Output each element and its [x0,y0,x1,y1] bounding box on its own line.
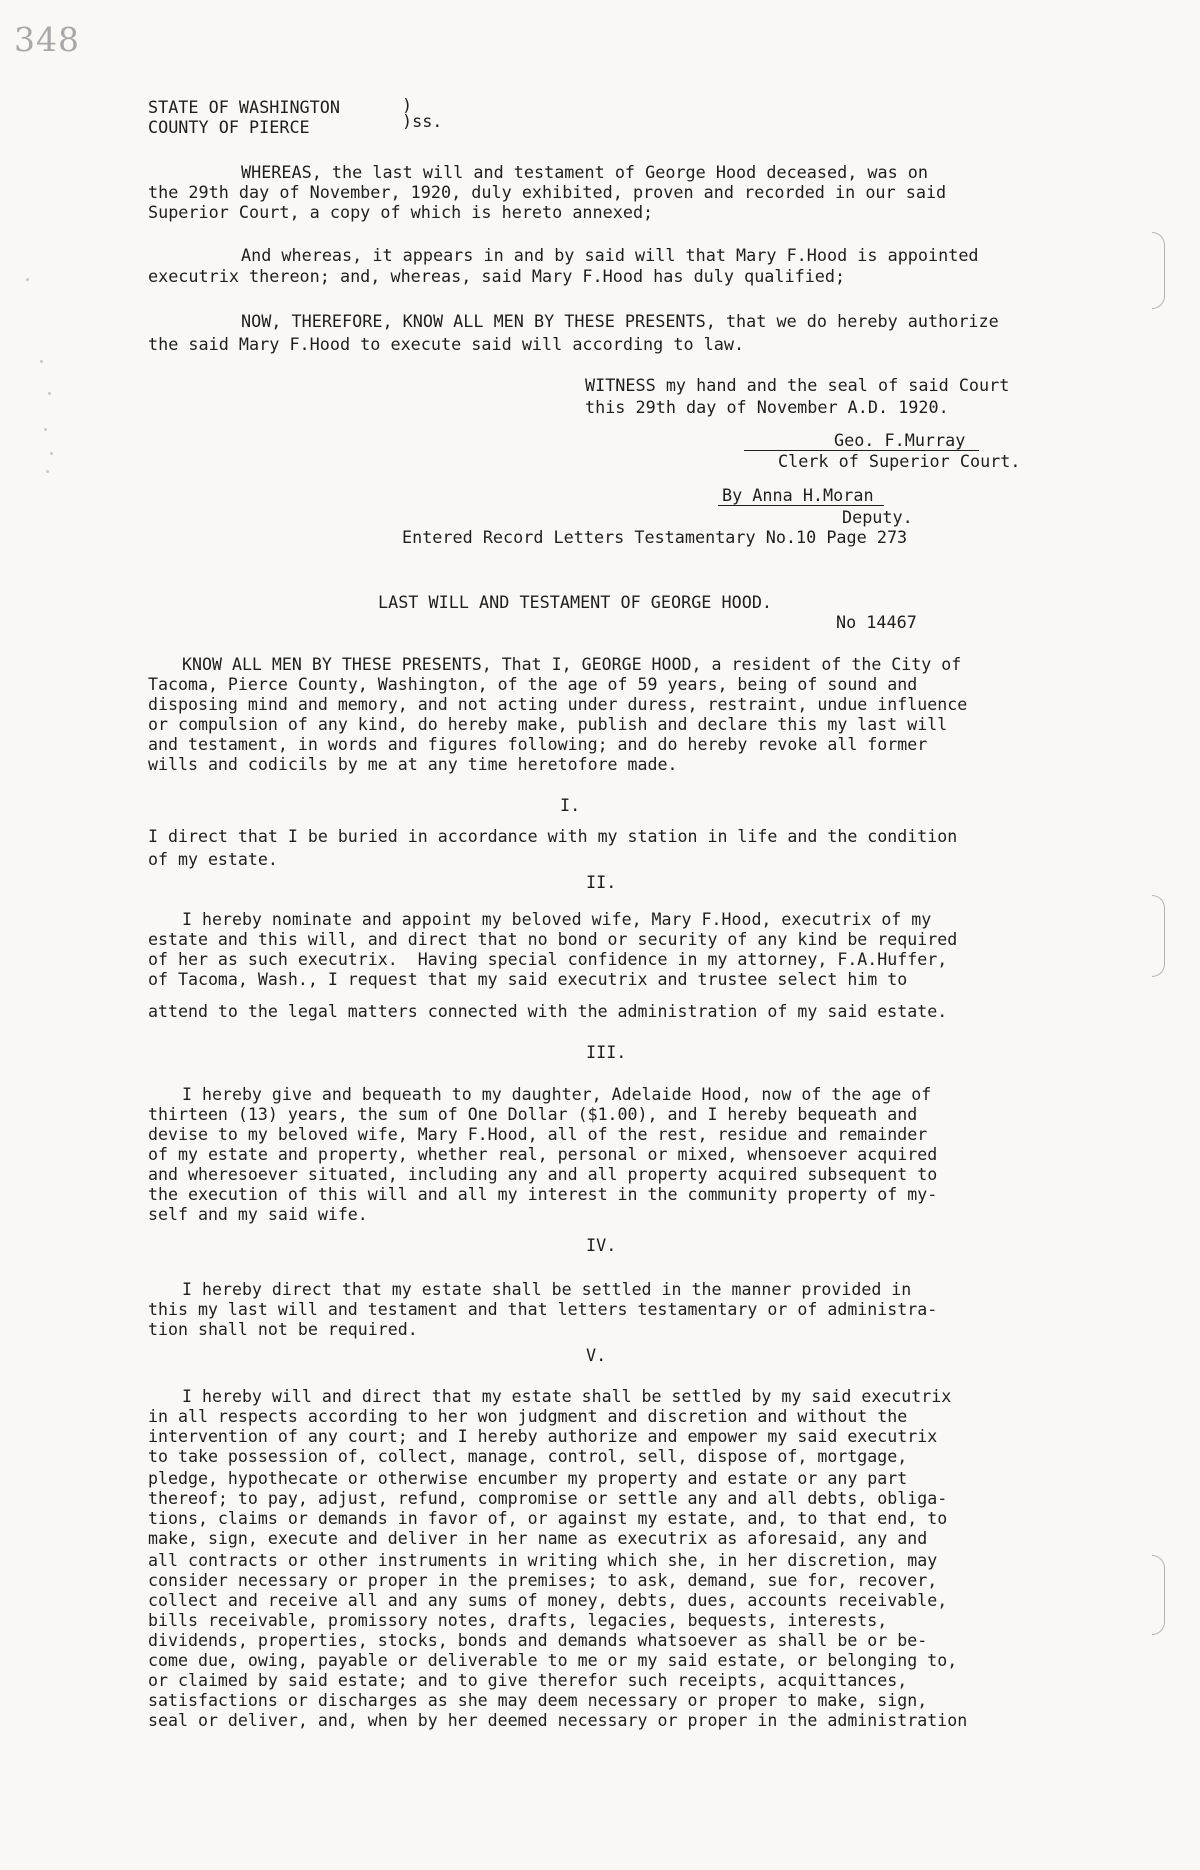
article-line: of my estate. [148,850,278,869]
caption-ss: )ss. [402,111,443,131]
article-line: tions, claims or demands in favor of, or against my estate, and, to that end, to [148,1509,948,1528]
whereas-2-line: And whereas, it appears in and by said will that Mary F.Hood is appointed [241,245,979,265]
article-line: and wheresoever situated, including any and all property acquired subsequent to [148,1165,938,1184]
article-line: collect and receive all and any sums of money, debts, dues, accounts receivable, [148,1591,948,1610]
preamble-line: Tacoma, Pierce County, Washington, of the age of 59 years, being of sound and [148,675,918,694]
now-therefore-line: NOW, THEREFORE, KNOW ALL MEN BY THESE PRESENTS, that we do hereby authorize [241,311,999,331]
caption-paren: ) [402,95,413,115]
clerk-title: Clerk of Superior Court. [778,451,1021,471]
article-line: estate and this will, and direct that no bond or security of any kind be required [148,930,958,949]
article-line: intervention of any court; and I hereby authorize and empower my said executrix [148,1427,938,1446]
article-line: of my estate and property, whether real, personal or mixed, whensoever acquired [148,1145,938,1164]
article-line: thereof; to pay, adjust, refund, compromise or settle any and all debts, obliga- [148,1489,948,1508]
will-number: No 14467 [836,612,917,632]
scan-speck [26,278,29,281]
article-line: this my last will and testament and that letters testamentary or of administra- [148,1300,938,1319]
preamble-line: KNOW ALL MEN BY THESE PRESENTS, That I, GEORGE HOOD, a resident of the City of [182,655,962,674]
deputy-name: By Anna H.Moran [718,485,884,506]
whereas-1-line: WHEREAS, the last will and testament of George Hood deceased, was on [241,162,929,182]
article-line: the execution of this will and all my interest in the community property of my- [148,1185,938,1204]
now-therefore-line: the said Mary F.Hood to execute said will according to law. [148,334,745,354]
article-line: I hereby will and direct that my estate shall be settled by my said executrix [182,1387,952,1406]
deputy-signature [718,485,884,506]
article-line: devise to my beloved wife, Mary F.Hood, all of the rest, residue and remainder [148,1125,928,1144]
record-entry: Entered Record Letters Testamentary No.10 Page 273 [402,527,908,547]
article-line: tion shall not be required. [148,1320,418,1339]
article-line: I direct that I be buried in accordance with my station in life and the condition [148,827,958,846]
preamble-line: or compulsion of any kind, do hereby make, publish and declare this my last will [148,715,948,734]
article-numeral: III. [586,1042,627,1062]
article-numeral: I. [560,795,581,815]
article-line: consider necessary or proper in the premises; to ask, demand, sue for, recover, [148,1571,938,1590]
scan-speck [48,392,51,395]
article-line: I hereby nominate and appoint my beloved wife, Mary F.Hood, executrix of my [182,910,932,929]
article-line: self and my said wife. [148,1205,368,1224]
article-line: I hereby give and bequeath to my daughter, Adelaide Hood, now of the age of [182,1085,932,1104]
article-line: or claimed by said estate; and to give therefor such receipts, acquittances, [148,1671,908,1690]
article-line: pledge, hypothecate or otherwise encumber my property and estate or any part [148,1469,908,1488]
clerk-name: Geo. F.Murray [744,430,979,451]
article-line: of Tacoma, Wash., I request that my said executrix and trustee select him to [148,970,908,989]
will-title: LAST WILL AND TESTAMENT OF GEORGE HOOD. [378,592,773,612]
caption-state: STATE OF WASHINGTON [148,97,340,117]
article-line: satisfactions or discharges as she may deem necessary or proper to make, sign, [148,1691,928,1710]
deputy-title: Deputy. [842,507,913,527]
scan-speck [40,360,43,363]
article-line: attend to the legal matters connected with the administration of my said estate. [148,1002,948,1021]
article-line: of her as such executrix. Having special confidence in my attorney, F.A.Huffer, [148,950,948,969]
whereas-1-line: the 29th day of November, 1920, duly exhibited, proven and recorded in our said [148,182,947,202]
witness-line: this 29th day of November A.D. 1920. [585,397,949,417]
scan-speck [50,452,53,455]
article-numeral: II. [586,872,617,892]
article-line: all contracts or other instruments in writing which she, in her discretion, may [148,1551,938,1570]
margin-bracket [1152,1555,1165,1635]
article-line: come due, owing, payable or deliverable to me or my said estate, or belonging to, [148,1651,958,1670]
article-line: to take possession of, collect, manage, control, sell, dispose of, mortgage, [148,1447,908,1466]
whereas-2-line: executrix thereon; and, whereas, said Mary F.Hood has duly qualified; [148,266,846,286]
scan-speck [46,470,49,473]
article-numeral: V. [586,1345,607,1365]
caption-county: COUNTY OF PIERCE [148,117,310,137]
witness-line: WITNESS my hand and the seal of said Court [585,375,1010,395]
margin-bracket [1152,895,1165,977]
article-line: in all respects according to her won judgment and discretion and without the [148,1407,908,1426]
article-line: I hereby direct that my estate shall be settled in the manner provided in [182,1280,912,1299]
article-line: thirteen (13) years, the sum of One Dollar ($1.00), and I hereby bequeath and [148,1105,918,1124]
preamble-line: and testament, in words and figures following; and do hereby revoke all former [148,735,928,754]
article-line: seal or deliver, and, when by her deemed necessary or proper in the administration [148,1711,968,1730]
article-line: make, sign, execute and deliver in her name as executrix as aforesaid, any and [148,1529,928,1548]
scan-speck [44,428,47,431]
article-line: bills receivable, promissory notes, drafts, legacies, bequests, interests, [148,1611,888,1630]
article-numeral: IV. [586,1235,617,1255]
whereas-1-line: Superior Court, a copy of which is hereto annexed; [148,202,654,222]
preamble-line: wills and codicils by me at any time heretofore made. [148,755,678,774]
preamble-line: disposing mind and memory, and not acting under duress, restraint, undue influence [148,695,968,714]
clerk-signature [744,430,979,451]
article-line: dividends, properties, stocks, bonds and demands whatsoever as shall be or be- [148,1631,928,1650]
margin-bracket [1152,232,1165,309]
page-number: 348 [14,20,80,59]
